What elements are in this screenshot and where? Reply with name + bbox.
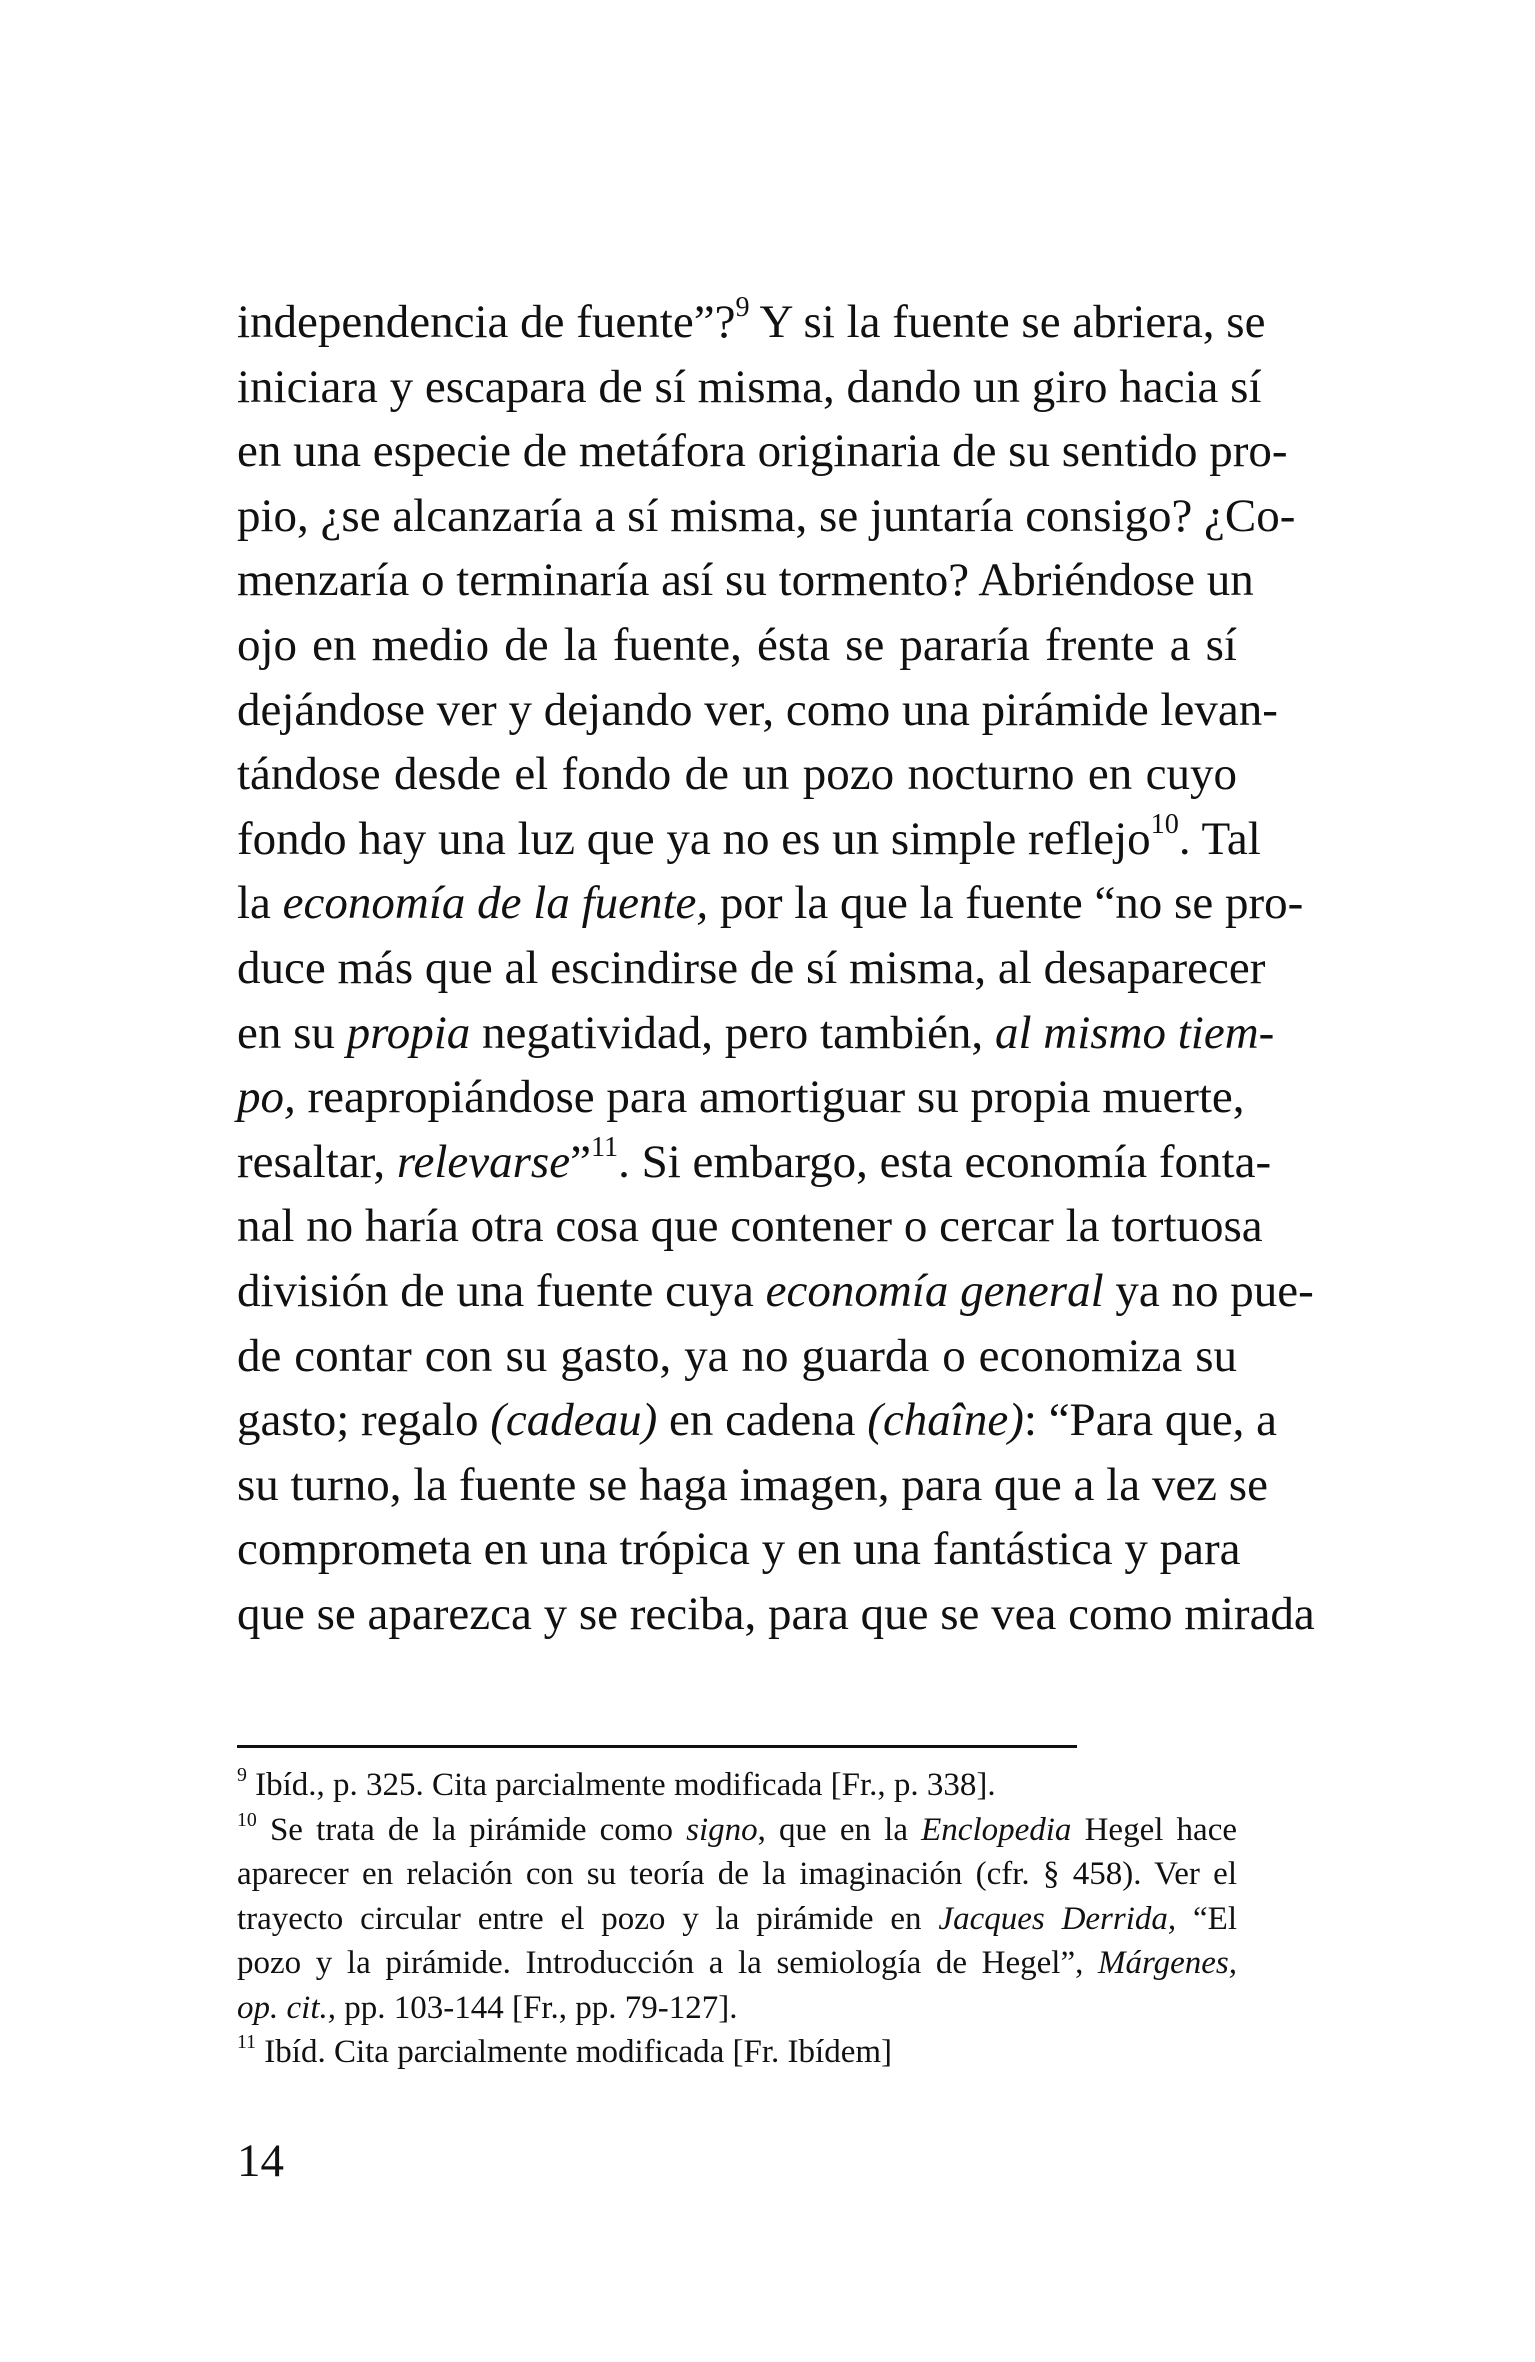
footnote-11: $^{11}$ Ibíd. Cita parcialmente modificada [Fr. Ibídem] (237, 2031, 893, 2070)
footnote-number: 10 (237, 1808, 257, 1831)
text-line: ojo en medio de la fuente, ésta se pararía frente a sí (237, 618, 1237, 671)
text-line: iniciara y escapara de sí misma, dando un giro hacia sí (237, 360, 1262, 413)
text-line: en su propia negatividad, pero también, al mismo tiem- (237, 1006, 1275, 1059)
page-number: 14 (237, 2135, 284, 2187)
footnote-line: trayecto circular entre el pozo y la pirámide en Jacques Derrida, “El (237, 1900, 1237, 1937)
text-line: en una especie de metáfora originaria de su sentido pro- (237, 425, 1288, 478)
footnote-line: op. cit., pp. 103-144 [Fr., pp. 79-127]. (237, 1989, 738, 2026)
text-line: la economía de la fuente, por la que la fuente “no se pro- (237, 877, 1304, 930)
main-text (237, 290, 1315, 1646)
text-line: nal no haría otra cosa que contener o cercar la tortuosa (237, 1200, 1263, 1253)
text-line: pio, ¿se alcanzaría a sí misma, se juntaría consigo? ¿Co- (237, 489, 1296, 542)
footnote-ref: 10 (1150, 808, 1179, 840)
footnote-ref: 11 (590, 1131, 619, 1163)
text-line: comprometa en una trópica y en una fantástica y para (237, 1523, 1241, 1576)
text-line: menzaría o terminaría así su tormento? Abriéndose un (237, 554, 1254, 607)
text-line: gasto; regalo (cadeau) en cadena (chaîne): “Para que, a (237, 1394, 1278, 1447)
footnote-divider (237, 1745, 1077, 1748)
text-line: división de una fuente cuya economía general ya no pue- (237, 1264, 1314, 1317)
footnote-number: 9 (237, 1764, 247, 1787)
text-line: independencia de fuente”?$^9$ Y si la fuente se abriera, se (237, 291, 1266, 348)
text-line: resaltar, relevarse”$^{11}$. Si embargo, esta economía fonta- (237, 1131, 1272, 1188)
text-line: su turno, la fuente se haga imagen, para que a la vez se (237, 1458, 1268, 1511)
text-line: fondo hay una luz que ya no es un simple reflejo$^{10}$. Tal (237, 808, 1261, 865)
footnote-line: pozo y la pirámide. Introducción a la semiología de Hegel”, Márgenes, (237, 1945, 1237, 1981)
footnote-ref: 9 (735, 291, 750, 323)
footnote-10: $^{10}$ Se trata de la pirámide como signo, que en la Enclopedia Hegel hace (237, 1808, 1237, 1848)
text-line: dejándose ver y dejando ver, como una pirámide levan- (237, 683, 1278, 736)
text-line: de contar con su gasto, ya no guarda o economiza su (237, 1329, 1237, 1382)
text-line: duce más que al escindirse de sí misma, al desaparecer (237, 941, 1266, 994)
footnotes (237, 1763, 1237, 2075)
text-line: tándose desde el fondo de un pozo nocturno en cuyo (237, 748, 1237, 801)
footnote-9: $^9$ Ibíd., p. 325. Cita parcialmente modificada [Fr., p. 338]. (237, 1764, 996, 1803)
footnote-line: aparecer en relación con su teoría de la imaginación (cfr. § 458). Ver el (237, 1856, 1237, 1892)
text-line: po, reapropiándose para amortiguar su propia muerte, (237, 1071, 1245, 1124)
text-line: que se aparezca y se reciba, para que se vea como mirada (237, 1587, 1315, 1640)
footnote-number: 11 (237, 2031, 257, 2054)
